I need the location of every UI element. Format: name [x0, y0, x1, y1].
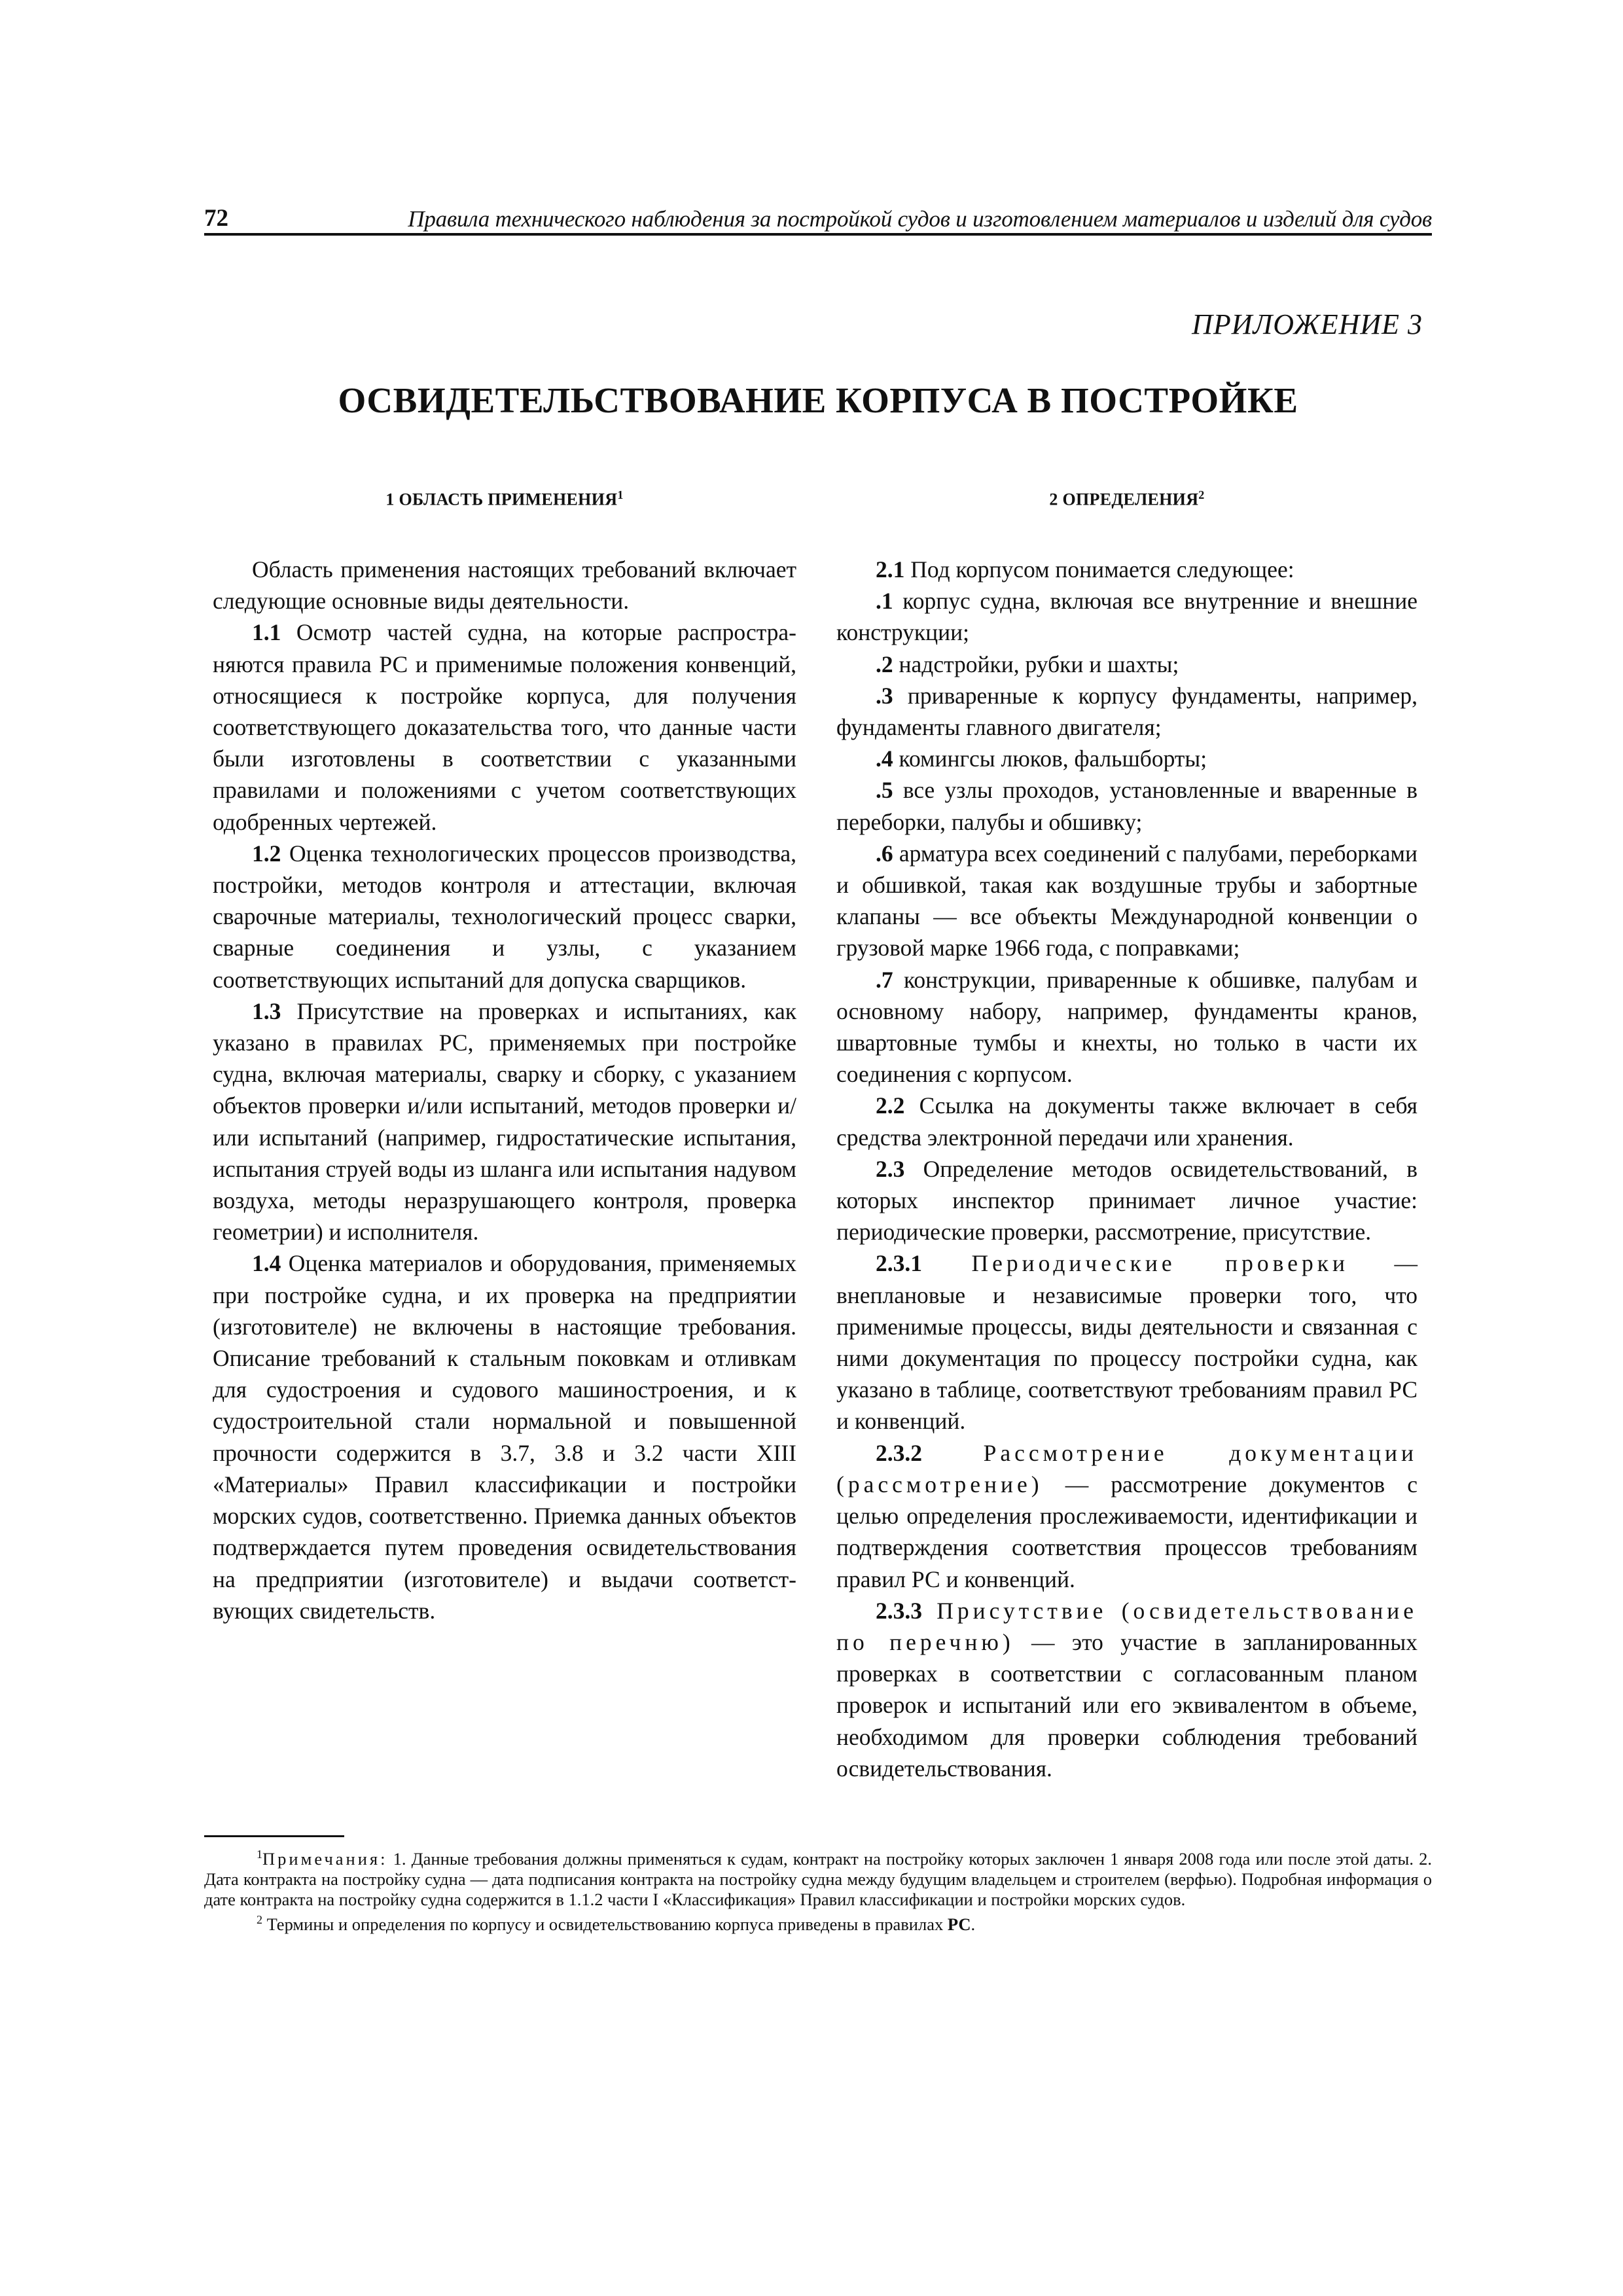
footnotes [204, 1844, 1432, 1935]
item-2-3-3: 2.3.3 Присутствие (освидетельствование по перечню) — это участие в запланированных проверках в соответствии с согласованным планом проверок и испытаний или его эквивалентом в объеме, необходимом для проверки соблюдения требований освидетельствования. [836, 1597, 1418, 1782]
subitem-1: .1 корпус судна, включая все внутренние и внешние конструкции; [836, 588, 1418, 646]
item-1-1: 1.1 Осмотр частей судна, на которые распространяются правила РС и применимые положения конвенций, относящиеся к постройке корпуса, для получения соответствующего доказательства того, что данные части были изготовлены в соответствии с указанными правилами и положениями с учетом соответствующих одобренных чертежей. [213, 619, 796, 835]
item-1-3: 1.3 Присутствие на проверках и испытаниях, как указано в правилах РС, применяемых при постройке судна, включая материалы, сварку и сборку, с указанием объектов проверки и/или испытаний, методов проверки и/или испытаний (например, гидростатические испытания, испытания струей воды из шланга или испытания надувом воздуха, методы неразрушающего контроля, проверка геометрии) и исполнителя. [213, 997, 796, 1246]
subitem-6: .6 арматура всех соединений с палубами, переборками и обшивкой, такая как воздушные трубы и забортные клапаны — все объекты Международной конвенции о грузовой марке 1966 года, с поправками; [836, 840, 1418, 961]
page-title: ОСВИДЕТЕЛЬСТВОВАНИЕ КОРПУСА В ПОСТРОЙКЕ [338, 380, 1298, 420]
footnote-2: $^2$ Термины и определения по корпусу и освидетельствованию корпуса приведены в правилах РС. [257, 1912, 976, 1934]
footnote-ref-1[interactable]: 1 [617, 488, 624, 501]
footnote-divider [204, 1835, 344, 1837]
item-1-2: 1.2 Оценка технологических процессов производства, постройки, методов контроля и аттестации, включая сварочные материалы, технологический процесс сварки, сварные соединения и узлы, с указанием соответствующих испытаний для допуска сварщиков. [213, 840, 796, 993]
subitem-3: .3 приваренные к корпусу фундаменты, например, фундаменты главного двигателя; [836, 682, 1418, 741]
section-heading-definitions: 2 ОПРЕДЕЛЕНИЯ$^2$ [1049, 488, 1205, 509]
subitem-2: .2 надстройки, рубки и шахты; [876, 651, 1179, 677]
page-number: 72 [204, 205, 228, 232]
item-1-4: 1.4 Оценка материалов и оборудования, применяемых при постройке судна, и их проверка на предприятии (изготовителе) не включены в настоящие требования. Описание требований к стальным поковкам и отливкам для судостроения и судового машиностроения, и к судостроительной стали нормальной и повышенной прочности содержится в 3.7, 3.8 и 3.2 части XIII «Материалы» Правил классификации и постройки морских судов, соответственно. Приемка данных объектов подтверждается путем проведения освидетельствования на предприятии (изготовителе) и выдачи соответствующих свидетельств. [213, 1250, 796, 1624]
section-heading-scope: 1 ОБЛАСТЬ ПРИМЕНЕНИЯ$^1$ [385, 488, 624, 509]
footnote-ref-2[interactable]: 2 [1198, 488, 1205, 501]
subitem-4: .4 комингсы люков, фальшборты; [876, 745, 1207, 772]
item-2-3: 2.3 Определение методов освидетельствований, в которых инспектор принимает личное участие: периодические проверки, рассмотрение, присутствие. [836, 1155, 1418, 1246]
running-title: Правила технического наблюдения за постройкой судов и изготовлением материалов и изделий для судов [408, 206, 1432, 232]
term-attendance: Присутствие (освидетельствование по перечню) [836, 1597, 1418, 1655]
running-header [204, 196, 1432, 236]
subitem-5: .5 все узлы проходов, установленные и вваренные в переборки, палубы и обшивку; [836, 777, 1418, 835]
subitem-7: .7 конструкции, приваренные к обшивке, палубам и основному набору, например, фундаменты кранов, швартовные тумбы и кнехты, но только в части их соединения с корпусом. [836, 966, 1418, 1088]
item-2-3-1: 2.3.1 Периодические проверки — внеплановые и независимые проверки того, что применимые процессы, виды деятельности и связанная с ними документация по процессу постройки судна, как указано в таблице, соответствуют требованиям правил РС и конвенций. [836, 1250, 1418, 1435]
left-column [213, 482, 796, 1626]
item-2-2: 2.2 Ссылка на документы также включает в себя средства электронной передачи или хранения. [836, 1092, 1418, 1151]
term-document-review: Рассмотрение документации (рассмотрение) [836, 1439, 1418, 1498]
right-column [836, 482, 1418, 1784]
item-2-3-2: 2.3.2 Рассмотрение документации (рассмотрение) — рассмотрение документов с целью определения прослеживаемости, идентификации и подтверждения соответствия процессов требованиям правил РС и конвенций. [836, 1439, 1418, 1592]
appendix-label: ПРИЛОЖЕНИЕ 3 [1192, 308, 1423, 340]
scope-intro: Область применения настоящих требований включает следующие основные виды деятельности. [213, 556, 796, 615]
item-2-1: 2.1 Под корпусом понимается следующее: [876, 556, 1294, 583]
term-periodic-checks: Периодические проверки [922, 1250, 1349, 1277]
footnote-1: $^1$Примечания: 1. Данные требования должны применяться к судам, контракт на постройку которых заключен 1 января 2008 года или после этой даты. 2. Дата контракта на постройку судна — дата подписания контракта на постройку судна между будущим владельцем и строителем (верфью). Подробная информация о дате контракта на постройку судна содержится в 1.1.2 части I «Классификация» Правил классификации и постройки морских судов. [204, 1848, 1432, 1909]
